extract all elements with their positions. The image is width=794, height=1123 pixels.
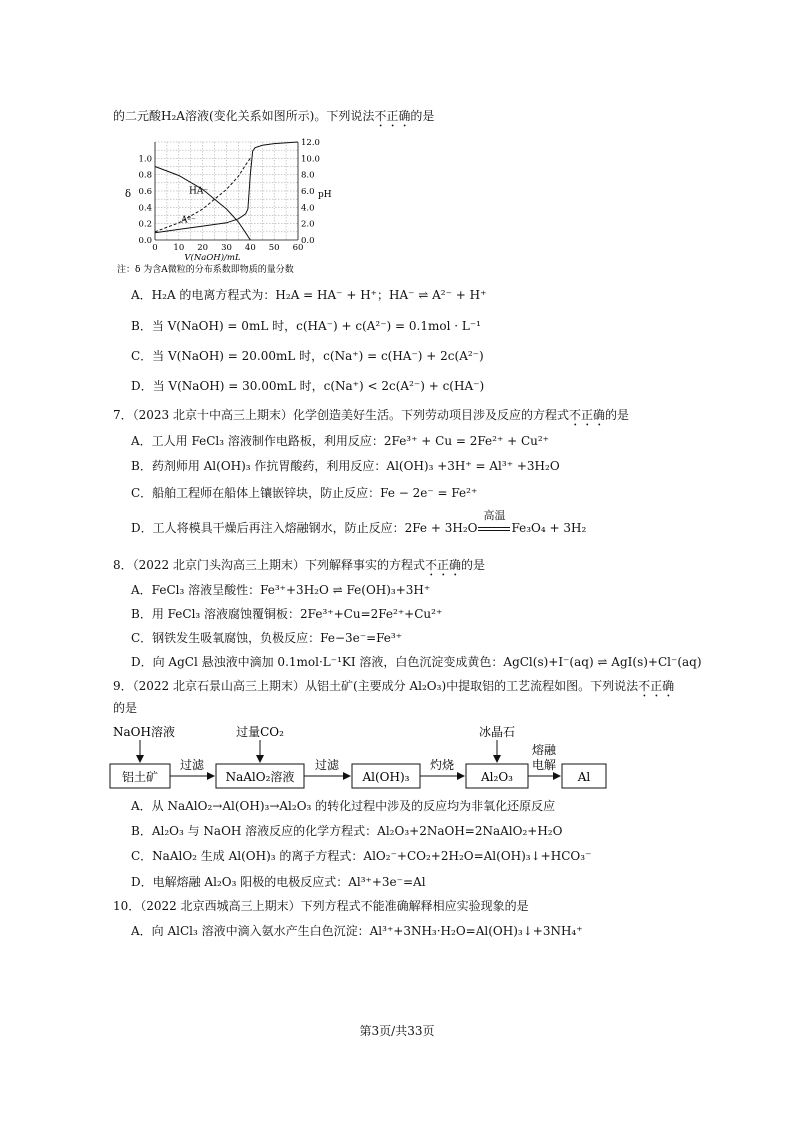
q8-emphasis: 不正确	[425, 558, 462, 572]
q7-stem-text: 7．（2023 北京十中高三上期末）化学创造美好生活。下列劳动项目涉及反应的方程式	[113, 408, 569, 422]
flow-label-calcine: 灼烧	[429, 758, 455, 772]
flow-label-electrolysis: 电解	[531, 758, 557, 772]
annotation-ha: HA⁻	[189, 186, 209, 197]
x-axis-label: V(NaOH)/mL	[184, 253, 241, 263]
flow-label-filter-2: 过滤	[314, 758, 340, 772]
q7-option-c: C．船舶工程师在船体上镶嵌锌块，防止反应：Fe − 2e⁻ = Fe²⁺	[131, 486, 478, 500]
y-left-tick-label: 0.4	[138, 203, 152, 214]
y-right-tick-label: 12.0	[301, 138, 320, 148]
q8-stem-text: 8．（2022 北京门头沟高三上期末）下列解释事实的方程式	[113, 558, 425, 572]
q6-option-a: A．H₂A 的电离方程式为：H₂A = HA⁻ + H⁺；HA⁻ ⇌ A²⁻ + H⁺	[131, 288, 487, 302]
q9-stem-2: 的是	[113, 701, 138, 715]
page-footer: 第3页/共33页	[359, 1024, 435, 1038]
flow-box-al-label: Al	[577, 770, 591, 784]
q6-option-c: C．当 V(NaOH) = 20.00mL 时，c(Na⁺) = c(HA⁻) + 2c(A²⁻)	[131, 349, 484, 363]
y-left-tick-label: 0.2	[138, 219, 152, 230]
y-right-axis-label: pH	[318, 190, 332, 201]
q10-option-a: A．向 AlCl₃ 溶液中滴入氨水产生白色沉淀：Al³⁺+3NH₃·H₂O=Al(OH)₃↓+3NH₄⁺	[131, 924, 583, 938]
intro-text-3: 的是	[410, 109, 435, 123]
y-right-tick-label: 8.0	[301, 170, 315, 181]
q7-stem	[113, 407, 629, 429]
q10-stem: 10．（2022 北京西城高三上期末）下列方程式不能准确解释相应实验现象的是	[113, 899, 529, 913]
titration-chart	[115, 134, 345, 279]
y-right-tick-label: 2.0	[301, 219, 315, 230]
intro-text: 的二元酸	[113, 109, 162, 123]
q7-option-d-text: D．工人将模具干燥后再注入熔融钢水，防止反应：2Fe + 3H₂O	[131, 521, 478, 535]
x-tick-label: 60	[292, 243, 304, 253]
q8-option-b: B．用 FeCl₃ 溶液腐蚀覆铜板：2Fe³⁺+Cu=2Fe²⁺+Cu²⁺	[131, 607, 443, 621]
chart-note: 注：δ 为含A微粒的分布系数即物质的量分数	[117, 265, 294, 275]
q9-option-d: D．电解熔融 Al₂O₃ 阳极的电极反应式：Al³⁺+3e⁻=Al	[131, 875, 426, 889]
q6-option-b: B．当 V(NaOH) = 0mL 时，c(HA⁻) + c(A²⁻) = 0.1mol · L⁻¹	[131, 319, 481, 333]
q8-option-d: D．向 AgCl 悬浊液中滴加 0.1mol·L⁻¹KI 溶液，白色沉淀变成黄色：AgCl(s)+I⁻(aq) ⇌ AgI(s)+Cl⁻(aq)	[131, 655, 702, 669]
intro-formula: H₂A	[161, 109, 185, 123]
chart-ticks	[138, 138, 319, 253]
q8-option-a: A．FeCl₃ 溶液呈酸性：Fe³⁺+3H₂O ⇌ Fe(OH)₃+3H⁺	[131, 583, 431, 597]
x-tick-label: 40	[244, 243, 256, 253]
q7-stem-end: 的是	[605, 408, 630, 422]
flow-box-bauxite-label: 铝土矿	[121, 770, 159, 784]
q9-option-a: A．从 NaAlO₂→Al(OH)₃→Al₂O₃ 的转化过程中涉及的反应均为非氧化还原反应	[131, 799, 556, 813]
y-left-tick-label: 0.6	[138, 187, 152, 197]
question-intro	[113, 108, 434, 130]
q6-option-d: D．当 V(NaOH) = 30.00mL 时，c(Na⁺) < 2c(A²⁻) + c(HA⁻)	[131, 379, 485, 393]
q9-stem	[113, 678, 674, 700]
x-tick-label: 20	[197, 243, 209, 253]
q7-option-a: A．工人用 FeCl₃ 溶液制作电路板，利用反应：2Fe³⁺ + Cu = 2Fe²⁺ + Cu²⁺	[131, 434, 550, 448]
q9-stem-text: 9．（2022 北京石景山高三上期末）从铝土矿(主要成分 Al₂O₃)中提取铝的工艺流程如图。下列说法	[113, 679, 639, 693]
q8-option-c: C．钢铁发生吸氧腐蚀，负极反应：Fe−3e⁻=Fe³⁺	[131, 631, 403, 645]
q8-stem-end: 的是	[461, 558, 486, 572]
flow-input-cryolite: 冰晶石	[478, 725, 516, 739]
q7-option-b: B．药剂师用 Al(OH)₃ 作抗胃酸药，利用反应：Al(OH)₃ +3H⁺ = Al³⁺ +3H₂O	[131, 459, 560, 473]
emphasis-text: 不正确	[374, 109, 411, 123]
annotation-a2: A²⁻	[181, 215, 196, 226]
chart-labels	[117, 187, 332, 275]
flow-box-al2o3-label: Al₂O₃	[481, 770, 513, 784]
chart-grid	[155, 142, 298, 240]
q9-emphasis: 不正确	[638, 679, 675, 693]
y-left-tick-label: 0.8	[138, 170, 152, 181]
q9-option-b: B．Al₂O₃ 与 NaOH 溶液反应的化学方程式：Al₂O₃+2NaOH=2NaAlO₂+H₂O	[131, 824, 563, 838]
y-right-tick-label: 6.0	[301, 187, 315, 197]
q9-option-c: C．NaAlO₂ 生成 Al(OH)₃ 的离子方程式：AlO₂⁻+CO₂+2H₂O=Al(OH)₃↓+HCO₃⁻	[131, 849, 592, 863]
y-right-tick-label: 4.0	[301, 203, 315, 214]
y-right-tick-label: 0.0	[301, 236, 315, 246]
reaction-condition-arrow	[477, 509, 511, 536]
flow-label-melt: 熔融	[531, 743, 557, 757]
process-flowchart	[108, 722, 608, 802]
q8-stem	[113, 557, 485, 579]
y-right-tick-label: 10.0	[301, 154, 320, 165]
y-left-tick-label: 0.0	[138, 236, 152, 246]
flow-box-aloh3-label: Al(OH)₃	[362, 770, 410, 784]
flow-input-naoh: NaOH溶液	[113, 725, 175, 739]
flow-input-co2: 过量CO₂	[236, 725, 284, 739]
y-left-axis-label: δ	[125, 189, 132, 200]
x-tick-label: 0	[152, 243, 158, 253]
x-tick-label: 10	[173, 243, 185, 253]
y-left-tick-label: 1.0	[138, 154, 152, 165]
q7-emphasis: 不正确	[569, 408, 606, 422]
x-tick-label: 30	[221, 243, 232, 253]
flow-box-naalo2-label: NaAlO₂溶液	[225, 770, 295, 784]
intro-text-2: 溶液(变化关系如图所示)。下列说法	[184, 109, 375, 123]
q7-option-d	[131, 509, 587, 536]
q7-option-d-product: Fe₃O₄ + 3H₂	[511, 521, 587, 535]
x-tick-label: 50	[268, 243, 280, 253]
flow-label-filter-1: 过滤	[179, 758, 205, 772]
condition-label: 高温	[483, 509, 506, 522]
